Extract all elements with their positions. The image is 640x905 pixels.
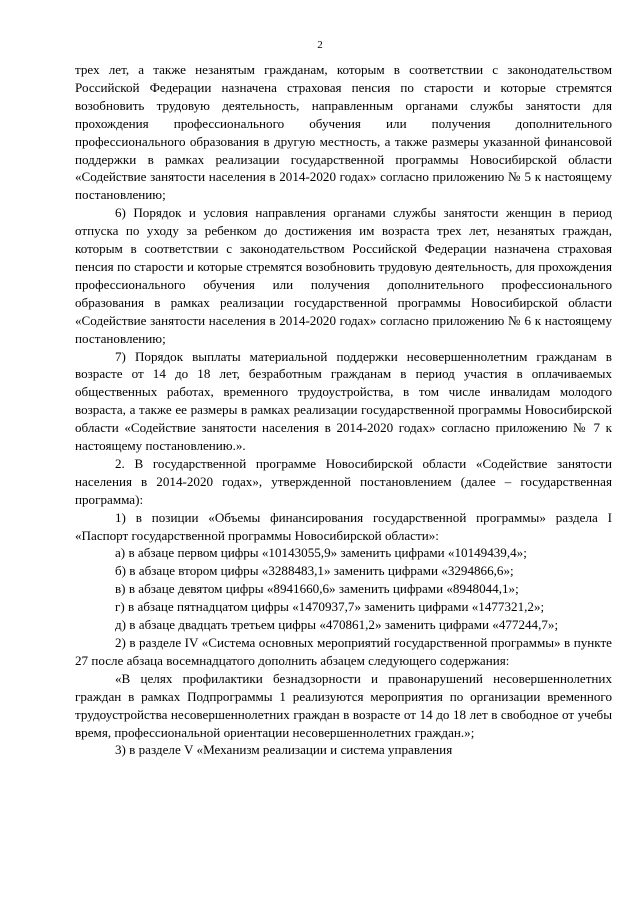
paragraph-section-2: 2. В государственной программе Новосибирской области «Содействие занятости населения в 2014-2020 годах», утвержденной постановлением (далее – государственная программа):	[75, 455, 612, 507]
paragraph-quoted-insert: «В целях профилактики безнадзорности и правонарушений несовершеннолетних граждан в рамках Подпрограммы 1 реализуются мероприятия по организации временного трудоустройства несовершеннолетних граждан в возрасте от 14 до 18 лет в свободное от учебы время, профессиональной ориентации несовершеннолетних граждан.»;	[75, 670, 612, 740]
paragraph-continuation: трех лет, а также незанятым гражданам, которым в соответствии с законодательством Российской Федерации назначена страховая пенсия по старости и которые стремятся возобновить трудовую деятельность, направленным органами службы занятости для прохождения профессионального обучения или получения дополнительного профессионального образования в другую местность, а также размеры указанной финансовой поддержки в рамках реализации государственной программы Новосибирской области «Содействие занятости населения в 2014-2020 годах» согласно приложению № 5 к настоящему постановлению;	[75, 62, 612, 203]
document-body	[75, 61, 612, 759]
paragraph-subitem-1d: д) в абзаце двадцать третьем цифры «470861,2» заменить цифрами «477244,7»;	[115, 617, 559, 633]
paragraph-subitem-1a: а) в абзаце первом цифры «10143055,9» заменить цифрами «10149439,4»;	[115, 545, 527, 561]
paragraph-subitem-1v: в) в абзаце девятом цифры «8941660,6» заменить цифрами «8948044,1»;	[115, 581, 519, 597]
paragraph-subitem-3: 3) в разделе V «Механизм реализации и система управления	[115, 742, 453, 758]
paragraph-item-6: 6) Порядок и условия направления органами службы занятости женщин в период отпуска по уходу за ребенком до достижения им возраста трех лет, незанятых граждан, которым в соответствии с законодательством Российской Федерации назначена страховая пенсия по старости и которые стремятся возобновить трудовую деятельность, для прохождения профессионального обучения или получения дополнительного профессионального образования в рамках реализации государственной программы Новосибирской области «Содействие занятости населения в 2014-2020 годах» согласно приложению № 6 к настоящему постановлению;	[75, 205, 612, 346]
paragraph-subitem-1: 1) в позиции «Объемы финансирования государственной программы» раздела I «Паспорт государственной программы Новосибирской области»:	[75, 509, 612, 543]
paragraph-subitem-2: 2) в разделе IV «Система основных мероприятий государственной программы» в пункте 27 после абзаца восемнадцатого дополнить абзацем следующего содержания:	[75, 635, 612, 668]
paragraph-subitem-1g: г) в абзаце пятнадцатом цифры «1470937,7» заменить цифрами «1477321,2»;	[115, 599, 545, 615]
paragraph-item-7: 7) Порядок выплаты материальной поддержки несовершеннолетним гражданам в возрасте от 14 до 18 лет, безработным гражданам в период участия в оплачиваемых общественных работах, временного трудоустройства, в том числе инвалидам молодого возраста, а также ее размеры в рамках реализации государственной программы Новосибирской области «Содействие занятости населения в 2014-2020 годах» согласно приложению № 7 к настоящему постановлению.».	[75, 348, 612, 454]
page-number: 2	[317, 39, 323, 51]
paragraph-subitem-1b: б) в абзаце втором цифры «3288483,1» заменить цифрами «3294866,6»;	[115, 563, 514, 579]
